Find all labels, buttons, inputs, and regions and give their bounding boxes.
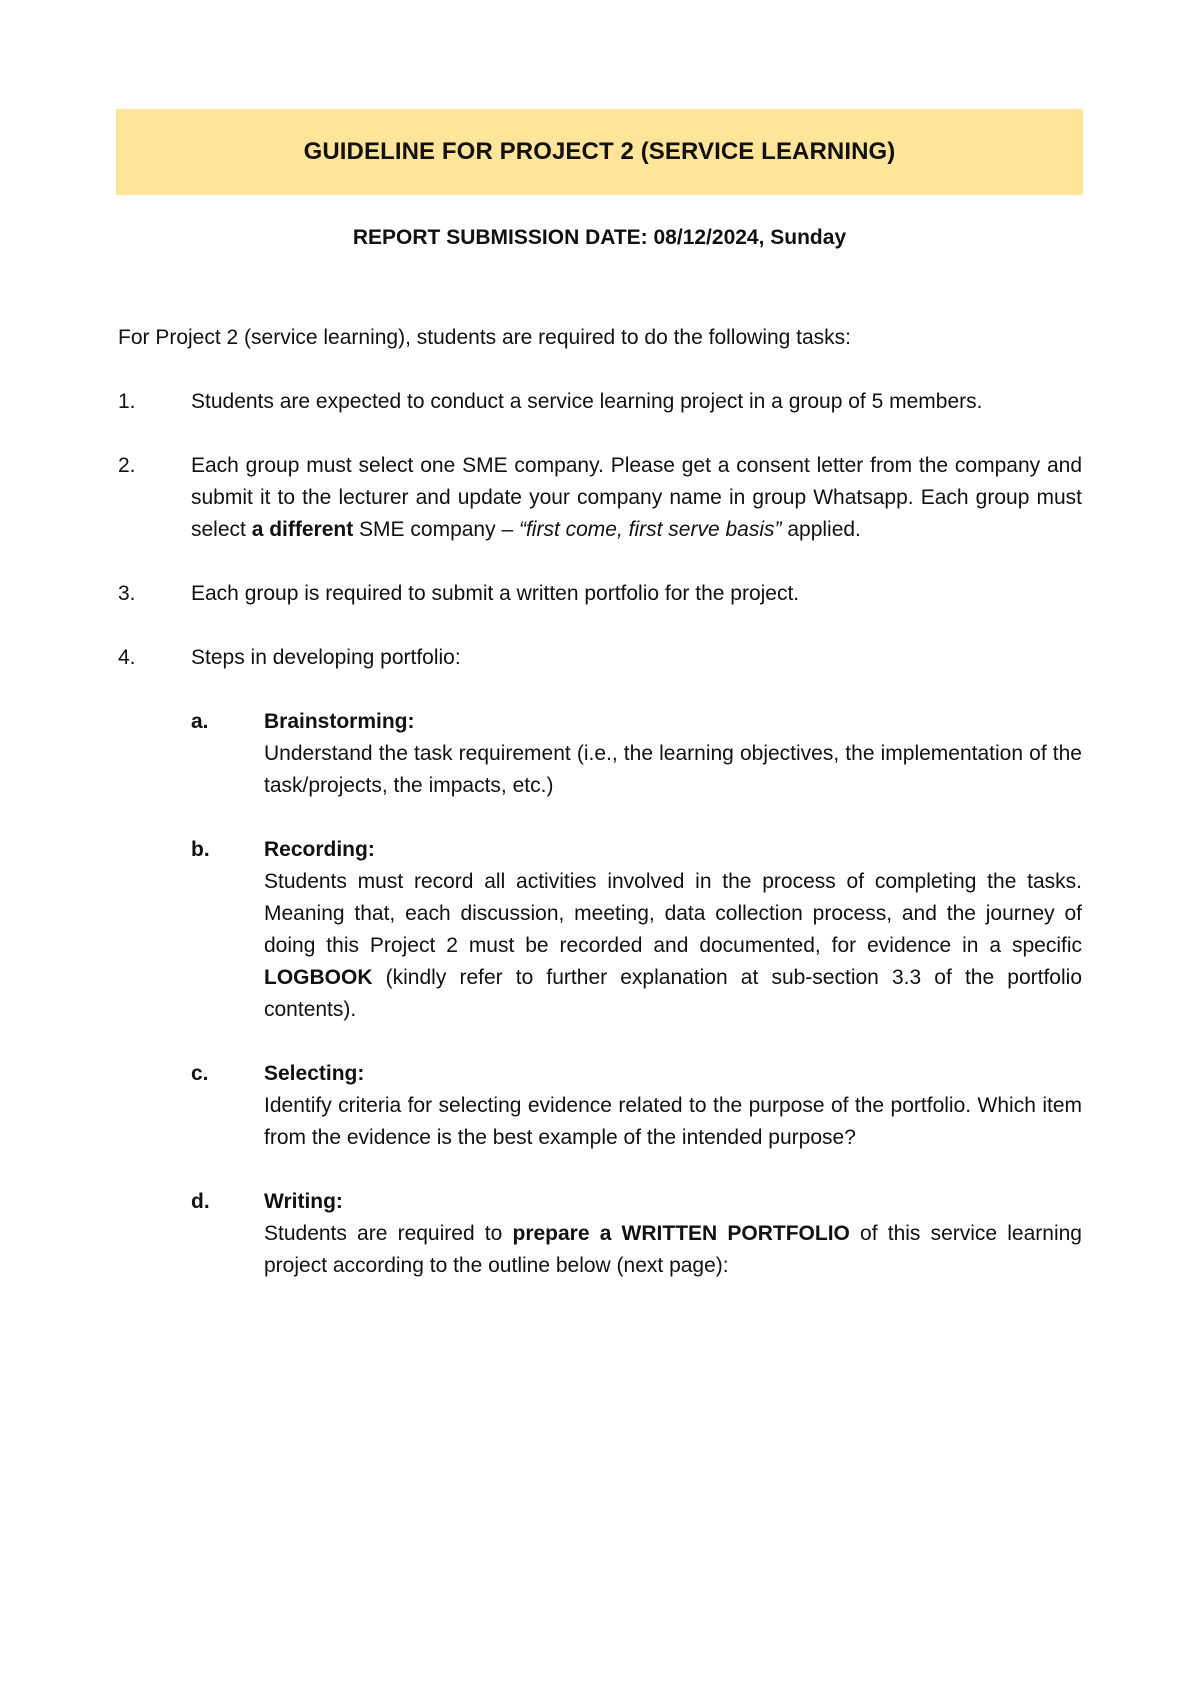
step-letter: d. [191,1190,210,1213]
step-item [191,834,1082,1026]
step-letter: a. [191,710,209,733]
step-body [264,1218,1082,1282]
item-text-part: applied. [781,518,861,541]
step-body-part: Students must record all activities involved in the process of completing the tasks. Meaning that, each discussion, meeting, data collection process, and the journey of doing this Project 2 must be recorded and documented, for evidence in a specific [264,870,1082,957]
step-body-part: (kindly refer to further explanation at sub-section 3.3 of the portfolio contents). [264,966,1082,1021]
list-item [118,642,1082,1282]
step-body: Identify criteria for selecting evidence related to the purpose of the portfolio. Which item from the evidence is the best example of the intended purpose? [264,1094,1082,1149]
step-item [191,706,1082,802]
list-item [118,450,1082,546]
step-body [264,866,1082,1026]
step-letter: b. [191,838,210,861]
step-heading: Selecting: [264,1062,365,1085]
step-body-bold: prepare a WRITTEN PORTFOLIO [512,1222,850,1245]
item-text: Steps in developing portfolio: [191,646,461,669]
item-text-part: SME company – [353,518,519,541]
item-text-bold: a different [251,518,354,541]
item-text [191,450,1082,546]
item-number: 2. [118,454,136,477]
step-body-bold: LOGBOOK [264,966,373,989]
item-text: Students are expected to conduct a service learning project in a group of 5 members. [191,390,983,413]
page-title: GUIDELINE FOR PROJECT 2 (SERVICE LEARNING) [303,138,896,165]
title-banner [116,109,1083,195]
submission-date: REPORT SUBMISSION DATE: 08/12/2024, Sunday [352,226,847,249]
item-text: Each group is required to submit a written portfolio for the project. [191,582,800,605]
step-letter: c. [191,1062,209,1085]
task-list [118,386,1082,1314]
step-body-part: Students are required to [264,1222,513,1245]
list-item [118,386,1082,418]
item-number: 3. [118,582,136,605]
intro-paragraph: For Project 2 (service learning), students are required to do the following tasks: [118,326,852,349]
step-body-part: of this service learning project according to the outline below (next page): [264,1222,1082,1277]
step-heading: Brainstorming: [264,710,415,733]
step-item [191,1058,1082,1154]
item-text-part: Each group must select one SME company. Please get a consent letter from the company and submit it to the lecturer and update your company name in group Whatsapp. Each group must select [191,454,1082,541]
item-number: 1. [118,390,136,413]
step-heading: Writing: [264,1190,343,1213]
steps-list [191,706,1082,1282]
step-item [191,1186,1082,1282]
step-heading: Recording: [264,838,375,861]
item-text-italic: “first come, first serve basis” [518,518,782,541]
list-item [118,578,1082,610]
item-number: 4. [118,646,136,669]
step-body: Understand the task requirement (i.e., the learning objectives, the implementation of the task/projects, the impacts, etc.) [264,742,1082,797]
